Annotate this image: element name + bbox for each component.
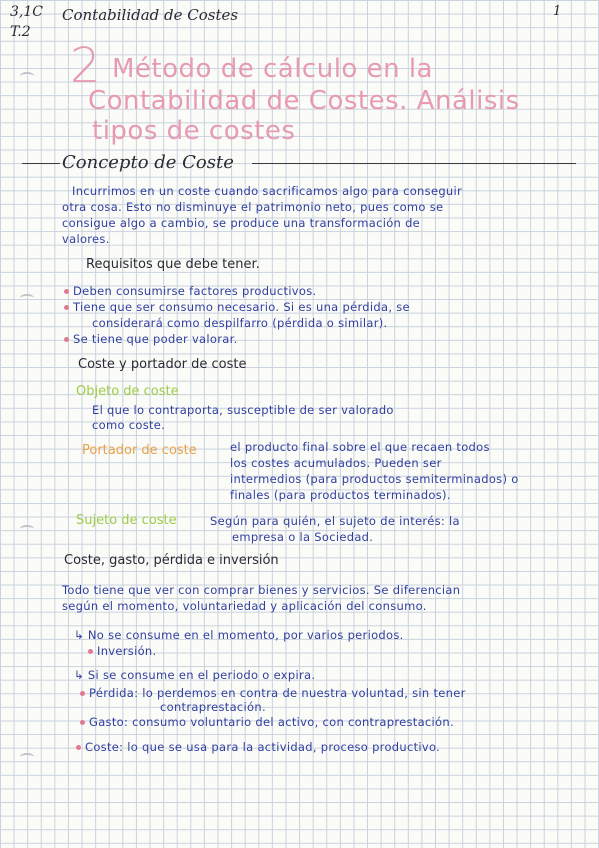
title-line-1: Método de cálculo en la [112,54,433,84]
portador-text: finales (para productos terminados). [230,488,451,502]
requisito-text: Se tiene que poder valorar. [73,332,238,346]
no-consume [74,628,404,642]
requisito-item-cont: considerará como despilfarro (pérdida o similar). [92,316,388,330]
title-line-3: tipos de costes [92,116,296,146]
portador-text: los costes acumulados. Pueden ser [230,456,442,470]
perdida-item [80,686,466,700]
requisito-item [64,284,317,298]
sujeto-label: Sujeto de coste [76,513,177,528]
inversion-item [88,644,156,658]
portador-text: el producto final sobre el que recaen todos [230,440,490,454]
requisito-item [64,332,238,346]
concepto-line: Incurrimos en un coste cuando sacrificamos algo para conseguir [72,184,463,198]
bullet-icon [76,745,81,750]
header-tema: T.2 [10,24,31,40]
coste-text: Coste: lo que se usa para la actividad, proceso productivo. [85,740,441,754]
concepto-line: otra cosa. Esto no disminuye el patrimonio neto, pues como se [62,200,444,214]
perdida-cont: contraprestación. [160,700,266,714]
heading-rule-left [22,163,60,164]
perdida-text: Pérdida: lo perdemos en contra de nuestra voluntad, sin tener [89,686,466,700]
gasto-intro: según el momento, voluntariedad y aplicación del consumo. [62,599,427,613]
si-consume-text: Si se consume en el periodo o expira. [87,668,316,682]
coste-item [76,740,440,754]
concepto-line: valores. [62,232,110,246]
gasto-item [80,715,454,729]
gasto-heading: Coste, gasto, pérdida e inversión [64,553,279,568]
binder-hole [20,72,34,80]
bullet-icon [80,720,85,725]
arrow-icon: ↳ [74,668,88,682]
page-number: 1 [553,4,562,19]
requisito-text: Tiene que ser consumo necesario. Si es una pérdida, se [73,300,410,314]
requisito-text: Deben consumirse factores productivos. [73,284,317,298]
objeto-label: Objeto de coste [76,384,179,399]
binder-hole [20,753,34,761]
gasto-intro: Todo tiene que ver con comprar bienes y servicios. Se diferencian [62,583,461,597]
bullet-icon [64,305,69,310]
portador-heading: Coste y portador de coste [78,357,247,372]
requisitos-heading: Requisitos que debe tener. [86,257,260,272]
objeto-text: como coste. [92,418,166,432]
portador-text: intermedios (para productos semiterminados) o [230,472,519,486]
bullet-icon [80,691,85,696]
header-subject: Contabilidad de Costes [62,6,239,24]
portador-label: Portador de coste [82,443,197,458]
objeto-text: El que lo contraporta, susceptible de ser valorado [92,403,394,417]
sujeto-text: Según para quién, el sujeto de interés: la [210,514,460,528]
title-line-2: Contabilidad de Costes. Análisis [88,86,520,116]
no-consume-text: No se consume en el momento, por varios periodos. [87,628,404,642]
arrow-icon: ↳ [74,628,88,642]
bullet-icon [64,289,69,294]
bullet-icon [64,337,69,342]
si-consume [74,668,315,682]
bullet-icon [88,649,93,654]
concepto-heading: Concepto de Coste [62,152,234,173]
header-code: 3,1C [10,4,43,20]
binder-hole [20,294,34,302]
sujeto-text: empresa o la Sociedad. [232,530,374,544]
concepto-line: consigue algo a cambio, se produce una transformación de [62,216,421,230]
binder-hole [20,525,34,533]
requisito-item [64,300,410,314]
gasto-text: Gasto: consumo voluntario del activo, con contraprestación. [89,715,454,729]
heading-rule-right [252,163,576,164]
inversion-text: Inversión. [97,644,157,658]
title-number: 2 [70,38,101,94]
